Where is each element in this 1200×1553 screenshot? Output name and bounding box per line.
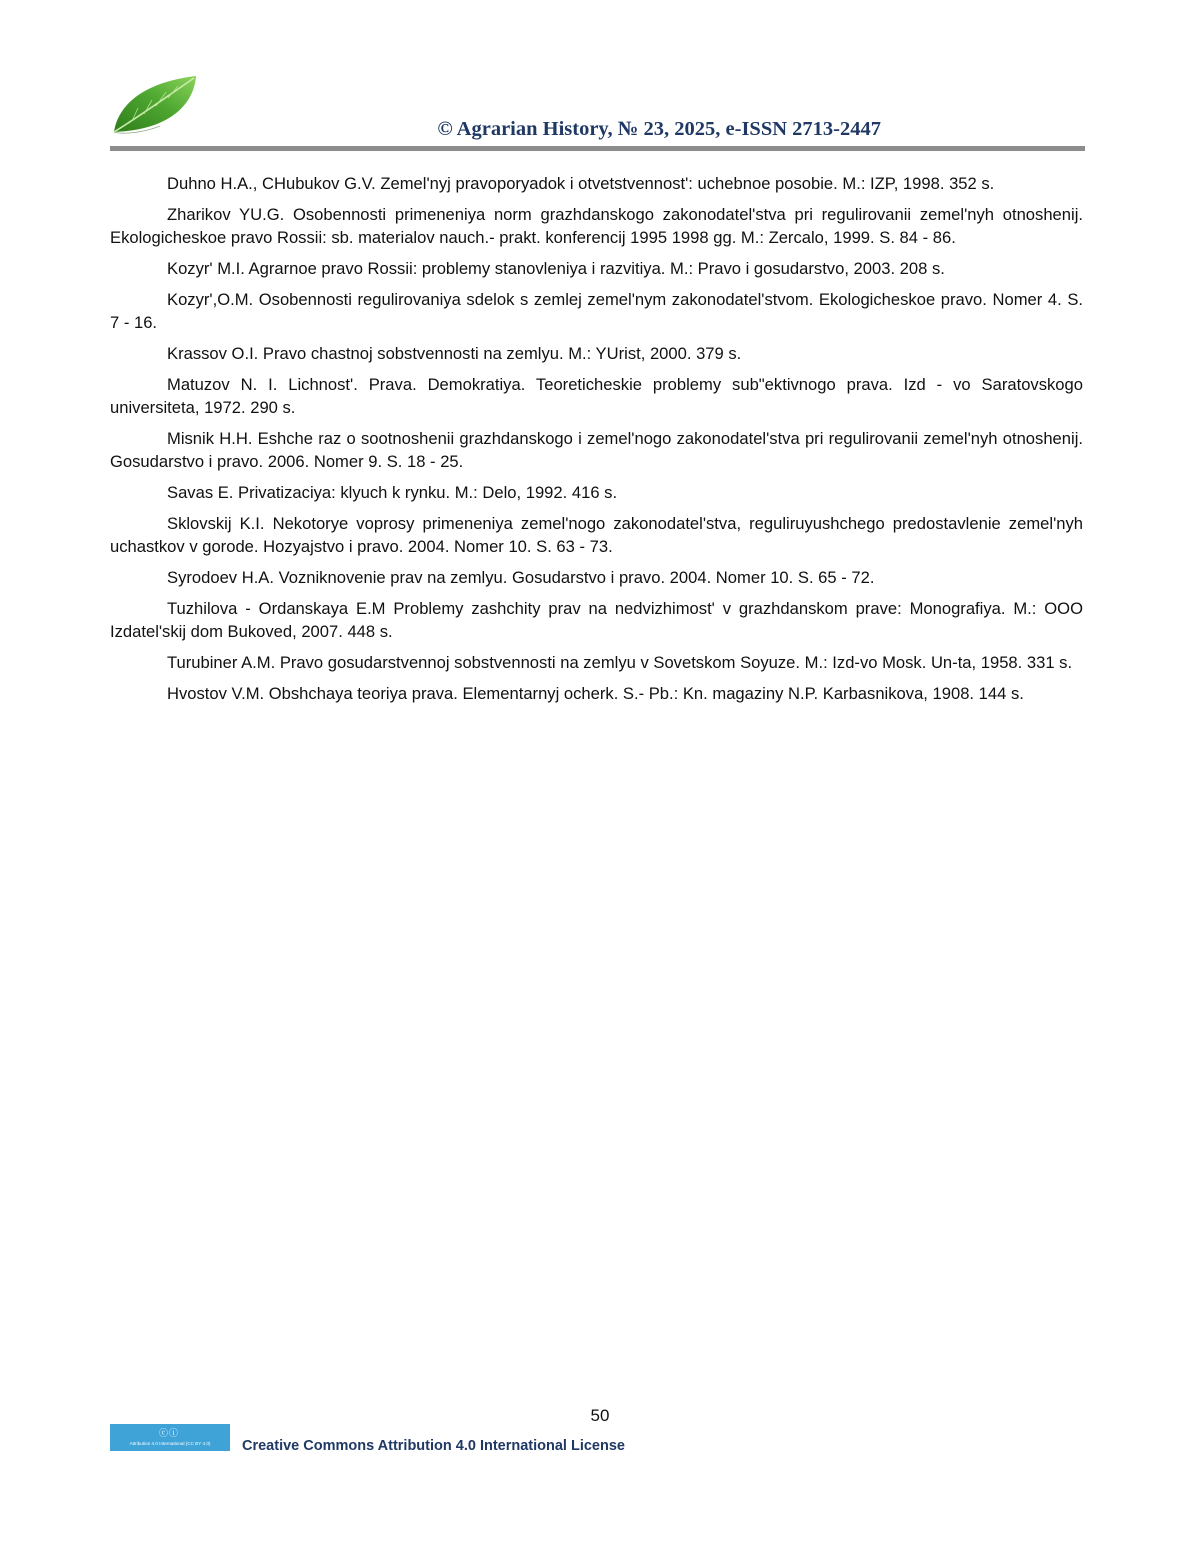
reference-item: Hvostov V.M. Obshchaya teoriya prava. Elementarnyj ocherk. S.- Pb.: Kn. magaziny N.P. Karbasnikova, 1908. 144 s. [167, 684, 1024, 703]
reference-item: Zharikov YU.G. Osobennosti primeneniya norm grazhdanskogo zakonodatel'stva pri regulirovanii zemel'nyh otnoshenij. Ekologicheskoe pravo Rossii: sb. materialov nauch.- prakt. konferencij 1995 1998 gg. M.: Zercalo, 1999. S. 84 - 86. [110, 205, 1083, 247]
reference-item: Duhno H.A., CHubukov G.V. Zemel'nyj pravoporyadok i otvetstvennost': uchebnoe posobie. M.: IZP, 1998. 352 s. [167, 174, 995, 193]
journal-title: © Agrarian History, № 23, 2025, e-ISSN 2713-2447 [437, 118, 881, 140]
leaf-icon [110, 74, 202, 136]
cc-badge-text: Attribution 4.0 International (CC BY 4.0) [129, 1441, 211, 1446]
reference-item: Turubiner A.M. Pravo gosudarstvennoj sobstvennosti na zemlyu v Sovetskom Soyuze. M.: Izd-vo Mosk. Un-ta, 1958. 331 s. [167, 653, 1073, 672]
license-link[interactable]: Creative Commons Attribution 4.0 International License [242, 1438, 625, 1454]
cc-by-icon: ⓒⓘ [159, 1428, 180, 1438]
reference-item: Kozyr',O.M. Osobennosti regulirovaniya sdelok s zemlej zemel'nym zakonodatel'stvom. Ekologicheskoe pravo. Nomer 4. S. 7 - 16. [110, 290, 1083, 332]
reference-item: Tuzhilova - Ordanskaya E.M Problemy zashchity prav na nedvizhimost' v grazhdanskom prave: Monografiya. M.: OOO Izdatel'skij dom Bukoved, 2007. 448 s. [110, 599, 1083, 641]
reference-item: Matuzov N. I. Lichnost'. Prava. Demokratiya. Teoreticheskie problemy sub"ektivnogo prava. Izd - vo Saratovskogo universiteta, 1972. 290 s. [110, 375, 1083, 417]
page-header [110, 70, 1085, 154]
reference-list [110, 172, 1083, 713]
page-number: 50 [590, 1406, 610, 1425]
header-divider [110, 146, 1085, 151]
reference-item: Misnik H.H. Eshche raz o sootnoshenii grazhdanskogo i zemel'nogo zakonodatel'stva pri regulirovanii zemel'nyh otnoshenij. Gosudarstvo i pravo. 2006. Nomer 9. S. 18 - 25. [110, 429, 1083, 471]
reference-item: Savas E. Privatizaciya: klyuch k rynku. M.: Delo, 1992. 416 s. [167, 483, 618, 502]
reference-item: Kozyr' M.I. Agrarnoe pravo Rossii: problemy stanovleniya i razvitiya. M.: Pravo i gosudarstvo, 2003. 208 s. [167, 259, 945, 278]
reference-item: Sklovskij K.I. Nekotorye voprosy primeneniya zemel'nogo zakonodatel'stva, reguliruyushchego predostavlenie zemel'nyh uchastkov v gorode. Hozyajstvo i pravo. 2004. Nomer 10. S. 63 - 73. [110, 514, 1083, 556]
reference-item: Syrodoev H.A. Vozniknovenie prav na zemlyu. Gosudarstvo i pravo. 2004. Nomer 10. S. 65 - 72. [167, 568, 875, 587]
cc-by-badge[interactable] [110, 1424, 230, 1451]
reference-item: Krassov O.I. Pravo chastnoj sobstvennosti na zemlyu. M.: YUrist, 2000. 379 s. [167, 344, 742, 363]
